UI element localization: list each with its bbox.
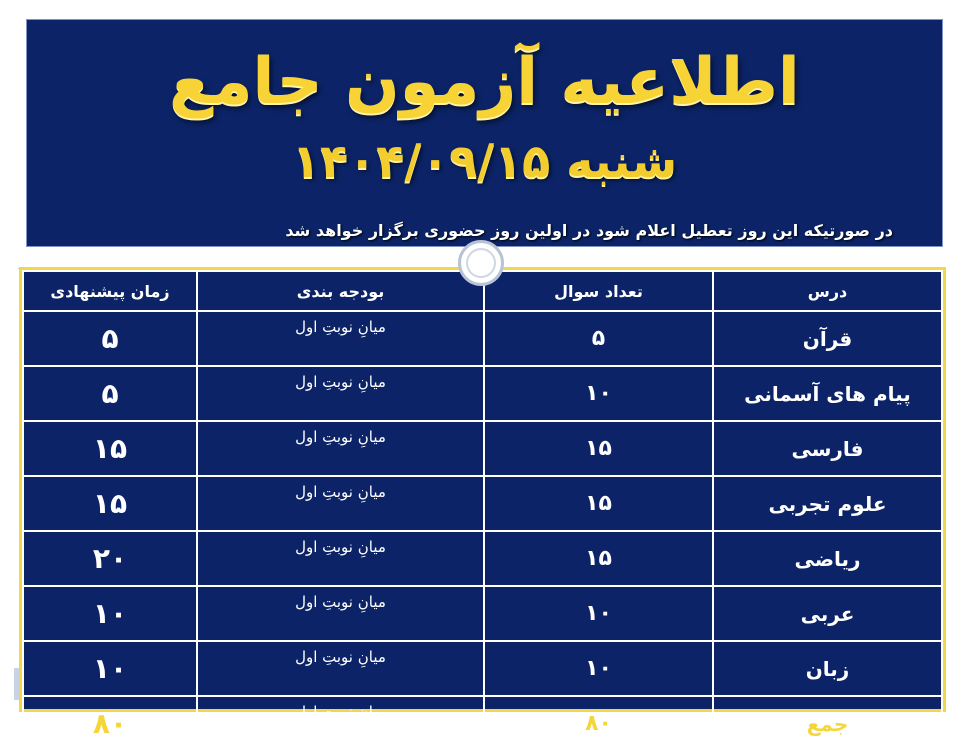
column-header-question-count: تعداد سوال (484, 271, 713, 311)
table-row (23, 366, 942, 421)
budget-cell: میانِ نوبتِ اول (197, 366, 484, 421)
suggested-time-cell: ۱۵ (23, 476, 197, 531)
budget-cell: میانِ نوبتِ اول (197, 476, 484, 531)
column-header-lesson: درس (713, 271, 942, 311)
announcement-header (26, 19, 943, 247)
budget-cell: میانِ نوبتِ اول (197, 696, 484, 751)
total-count-cell: ۸۰ (484, 696, 713, 751)
question-count-cell: ۱۰ (484, 586, 713, 641)
table-row (23, 311, 942, 366)
exam-schedule-table (19, 267, 946, 740)
lesson-cell: فارسی (713, 421, 942, 476)
budget-cell: میانِ نوبتِ اول (197, 641, 484, 696)
lesson-cell: علوم تجربی (713, 476, 942, 531)
budget-cell: میانِ نوبتِ اول (197, 311, 484, 366)
holiday-notice: در صورتیکه این روز تعطیل اعلام شود در اولین روز حضوری برگزار خواهد شد (285, 221, 893, 240)
lesson-cell: ریاضی (713, 531, 942, 586)
total-time-cell: ۸۰ (23, 696, 197, 751)
table-row-total (23, 696, 942, 751)
suggested-time-cell: ۱۵ (23, 421, 197, 476)
suggested-time-cell: ۵ (23, 366, 197, 421)
table-row (23, 586, 942, 641)
table-row (23, 531, 942, 586)
lesson-cell: عربی (713, 586, 942, 641)
suggested-time-cell: ۵ (23, 311, 197, 366)
column-header-budget: بودجه بندی (197, 271, 484, 311)
question-count-cell: ۱۵ (484, 476, 713, 531)
question-count-cell: ۱۵ (484, 421, 713, 476)
suggested-time-cell: ۱۰ (23, 641, 197, 696)
ring-decoration (458, 240, 504, 286)
lesson-cell: زبان (713, 641, 942, 696)
budget-cell: میانِ نوبتِ اول (197, 531, 484, 586)
question-count-cell: ۱۰ (484, 366, 713, 421)
table-row (23, 641, 942, 696)
table-row (23, 476, 942, 531)
exam-date: شنبه ۱۴۰۴/۰۹/۱۵ (292, 134, 677, 188)
table-row (23, 421, 942, 476)
budget-cell: میانِ نوبتِ اول (197, 586, 484, 641)
budget-cell: میانِ نوبتِ اول (197, 421, 484, 476)
suggested-time-cell: ۲۰ (23, 531, 197, 586)
lesson-cell: پیام های آسمانی (713, 366, 942, 421)
suggested-time-cell: ۱۰ (23, 586, 197, 641)
total-label-cell: جمع (713, 696, 942, 751)
question-count-cell: ۵ (484, 311, 713, 366)
announcement-title: اطلاعیه آزمون جامع (169, 45, 800, 119)
lesson-cell: قرآن (713, 311, 942, 366)
column-header-suggested-time: زمان پیشنهادی (23, 271, 197, 311)
question-count-cell: ۱۰ (484, 641, 713, 696)
question-count-cell: ۱۵ (484, 531, 713, 586)
